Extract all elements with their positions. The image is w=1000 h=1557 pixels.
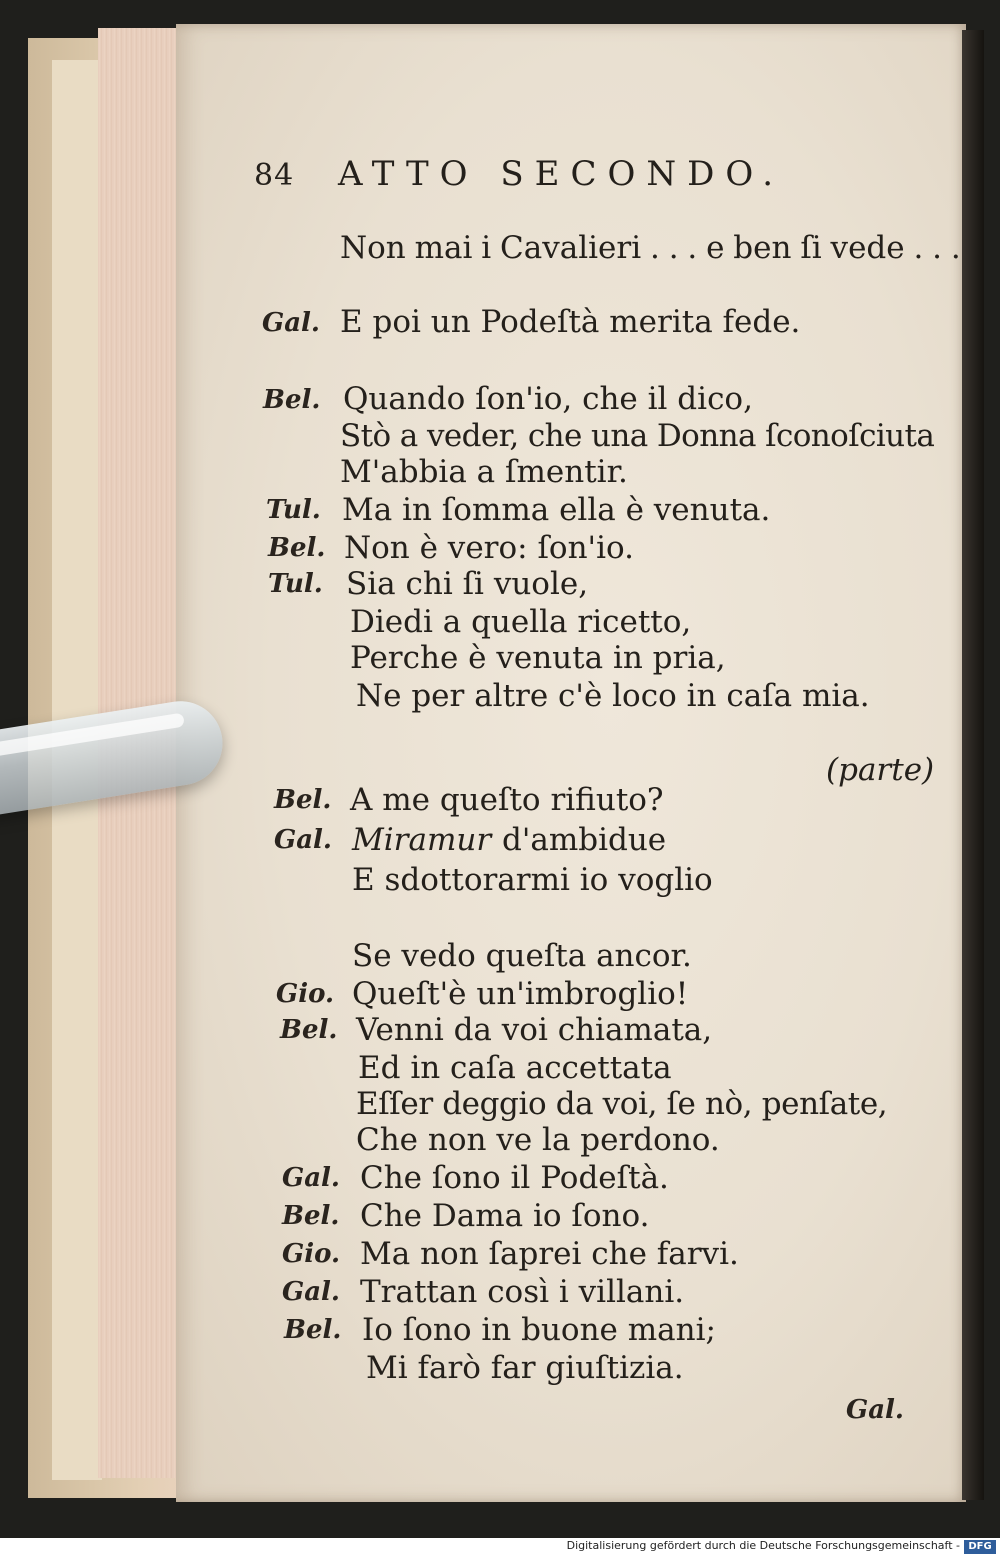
page-number: 84: [254, 158, 295, 193]
dfg-logo: DFG: [964, 1540, 996, 1554]
catchword: Gal.: [846, 1395, 904, 1425]
footer-bar: [0, 1538, 1000, 1557]
running-header: ATTO SECONDO.: [338, 154, 785, 194]
speaker-label: Gal.: [262, 308, 320, 338]
latin-word: Miramur: [352, 822, 492, 858]
verse-line: d'ambidue: [502, 822, 667, 858]
verse-line: Che non ve la perdono.: [356, 1122, 720, 1158]
verse-line: Diedi a quella ricetto,: [350, 604, 692, 640]
verse-line: Eſſer deggio da voi, ſe nò, penſate,: [356, 1086, 888, 1122]
speaker-label: Gal.: [274, 825, 332, 855]
verse-line: Stò a veder, che una Donna ſconoſciuta: [340, 418, 935, 454]
verse-line: Venni da voi chiamata,: [356, 1012, 713, 1048]
verse-line: Mi farò far giuſtizia.: [366, 1350, 684, 1386]
verse-line: Non mai i Cavalieri . . . e ben ſi vede . . .: [340, 230, 961, 266]
speaker-label: Bel.: [280, 1015, 338, 1045]
verse-line: Trattan così i villani.: [360, 1274, 685, 1310]
verse-line: Sia chi ſi vuole,: [346, 566, 589, 602]
verse-line: M'abbia a ſmentir.: [340, 454, 628, 490]
speaker-label: Tul.: [268, 569, 323, 599]
verse-line: Che Dama io ſono.: [360, 1198, 650, 1234]
footer-credit: Digitalisierung gefördert durch die Deutsche Forschungsgemeinschaft -: [566, 1539, 960, 1552]
speaker-label: Bel.: [274, 785, 332, 815]
verse-line: Ma non ſaprei che farvi.: [360, 1236, 739, 1272]
verse-line: Non è vero: ſon'io.: [344, 530, 634, 566]
speaker-label: Bel.: [268, 533, 326, 563]
verse-line: E sdottorarmi io voglio: [352, 862, 713, 898]
speaker-label: Bel.: [263, 385, 321, 415]
page-gutter: [962, 30, 984, 1500]
verse-line: E poi un Podeſtà merita fede.: [340, 304, 801, 340]
speaker-label: Bel.: [284, 1315, 342, 1345]
verse-line: Ne per altre c'è loco in caſa mia.: [356, 678, 870, 714]
verse-line: Perche è venuta in pria,: [350, 640, 726, 676]
speaker-label: Gio.: [282, 1239, 341, 1269]
speaker-label: Bel.: [282, 1201, 340, 1231]
speaker-label: Gio.: [276, 979, 335, 1009]
stage-direction: (parte): [826, 752, 935, 788]
speaker-label: Tul.: [266, 495, 321, 525]
verse-line: Quando ſon'io, che il dico,: [343, 381, 753, 417]
speaker-label: Gal.: [282, 1163, 340, 1193]
verse-line: Queſt'è un'imbroglio!: [352, 976, 689, 1012]
verse-line: Se vedo queſta ancor.: [352, 938, 692, 974]
verse-line: Io ſono in buone mani;: [362, 1312, 716, 1348]
verse-line: Che ſono il Podeſtà.: [360, 1160, 669, 1196]
speaker-label: Gal.: [282, 1277, 340, 1307]
verse-line: A me queſto rifiuto?: [350, 782, 664, 818]
verse-line: Ma in ſomma ella è venuta.: [342, 492, 771, 528]
verse-line: Ed in caſa accettata: [358, 1050, 672, 1086]
